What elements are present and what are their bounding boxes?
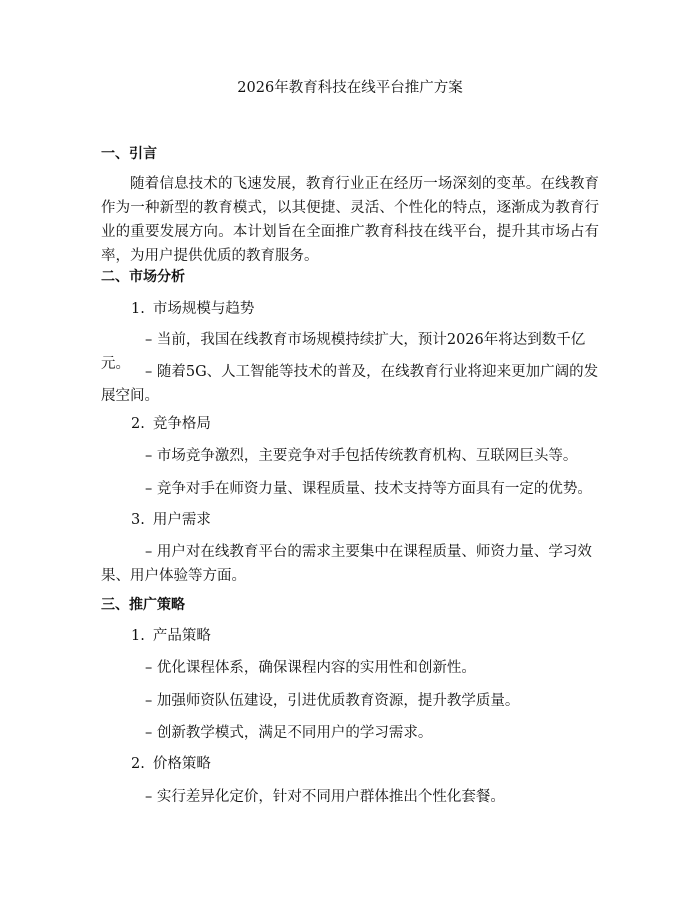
item-heading-user-needs (131, 510, 211, 530)
bullet-item: – 创新教学模式，满足不同用户的学习需求。 (145, 725, 433, 741)
item-title: 市场规模与趋势 (152, 301, 255, 317)
section-heading-promotion-strategy: 三、推广策略 (101, 597, 185, 613)
item-title: 产品策略 (152, 628, 211, 644)
bullet-item: – 随着5G、人工智能等技术的普及，在线教育行业将迎来更加广阔的发展空间。 (101, 364, 599, 404)
item-title: 竞争格局 (152, 416, 211, 432)
bullet-item: – 优化课程体系，确保课程内容的实用性和创新性。 (145, 660, 476, 676)
item-number: 2. (131, 756, 145, 772)
item-number: 1. (131, 628, 145, 644)
item-heading-market-size (131, 299, 254, 319)
bullet-item: – 当前，我国在线教育市场规模持续扩大，预计2026年将达到数千亿元。 (101, 332, 586, 372)
item-number: 2. (131, 416, 145, 432)
item-title: 价格策略 (152, 756, 211, 772)
introduction-paragraph: 随着信息技术的飞速发展，教育行业正在经历一场深刻的变革。在线教育作为一种新型的教育模式，以其便捷、灵活、个性化的特点，逐渐成为教育行业的重要发展方向。本计划旨在全面推广教育科技在线平台，提升其市场占有率，为用户提供优质的教育服务。 (101, 176, 599, 264)
item-heading-pricing-strategy (131, 754, 211, 774)
item-number: 1. (131, 301, 145, 317)
bullet-item: – 实行差异化定价，针对不同用户群体推出个性化套餐。 (145, 789, 505, 805)
section-heading-introduction: 一、引言 (101, 146, 157, 162)
item-number: 3. (131, 512, 145, 528)
item-heading-product-strategy (131, 626, 211, 646)
item-title: 用户需求 (152, 512, 211, 528)
item-heading-competition (131, 414, 211, 434)
bullet-item: – 加强师资队伍建设，引进优质教育资源，提升教学质量。 (145, 693, 520, 709)
document-title: 2026年教育科技在线平台推广方案 (237, 80, 463, 96)
bullet-item: – 市场竞争激烈，主要竞争对手包括传统教育机构、互联网巨头等。 (145, 448, 578, 464)
section-heading-market-analysis: 二、市场分析 (101, 269, 185, 285)
bullet-item: – 竞争对手在师资力量、课程质量、技术支持等方面具有一定的优势。 (145, 481, 592, 497)
bullet-item: – 用户对在线教育平台的需求主要集中在课程质量、师资力量、学习效果、用户体验等方面。 (101, 544, 592, 584)
